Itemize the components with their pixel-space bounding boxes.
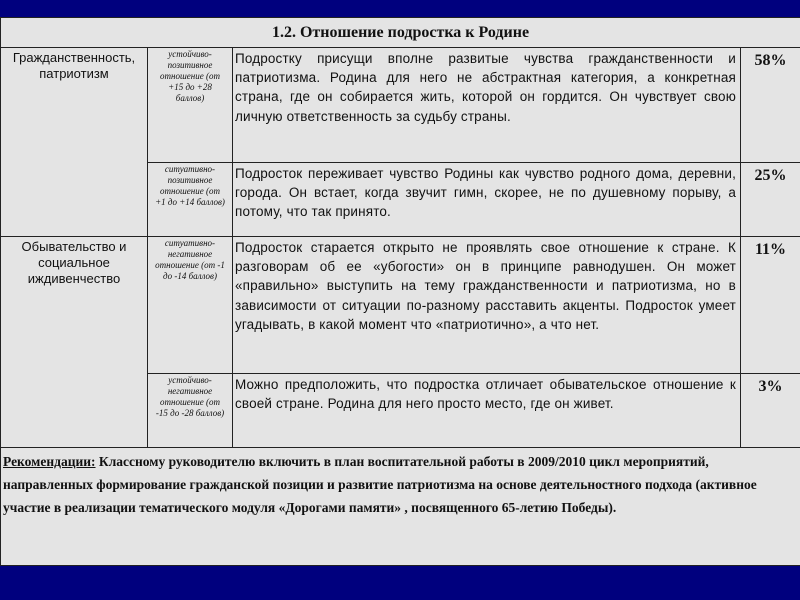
level-stable-negative: устойчиво-негативное отношение (от -15 до -28 баллов) <box>148 374 233 448</box>
description-situational-negative: Подросток старается открыто не проявлять свое отношение к стране. К разговорам об ее «убогости» он в принципе равнодушен. Он может «правильно» выступить на тему гражданственности и патриотизма, но в зависимости от ситуации по-разному расставить акценты. Подросток умеет угадывать, в какой момент что «патриотично», а что нет. <box>233 237 741 374</box>
category-philistinism: Обывательство и социальное иждивенчество <box>1 237 148 448</box>
percent-situational-negative: 11% <box>741 237 800 374</box>
recommendation <box>1 448 800 566</box>
level-situational-positive: ситуативно-позитивное отношение (от +1 до +14 баллов) <box>148 163 233 237</box>
percent-stable-negative: 3% <box>741 374 800 448</box>
level-situational-negative: ситуативно-негативное отношение (от -1 до -14 баллов) <box>148 237 233 374</box>
percent-stable-positive: 58% <box>741 48 800 163</box>
level-stable-positive: устойчиво-позитивное отношение (от +15 до +28 баллов) <box>148 48 233 163</box>
recommendation-text: Классному руководителю включить в план воспитательной работы в 2009/2010 цикл мероприятий, направленных формирование гражданской позиции и развитие патриотизма на основе деятельностного подхода (активное участие в реализации тематического модуля «Дорогами памяти» , посвященного 65-летию Победы). <box>3 454 757 515</box>
description-situational-positive: Подросток переживает чувство Родины как чувство родного дома, деревни, города. Он встает, когда звучит гимн, скорее, не по душевному порыву, а потому, что так принято. <box>233 163 741 237</box>
percent-situational-positive: 25% <box>741 163 800 237</box>
slide <box>0 17 800 566</box>
description-stable-positive: Подростку присущи вполне развитые чувства гражданственности и патриотизма. Родина для него не абстрактная категория, а конкретная страна, где он собирается жить, которой он гордится. Он чувствует свою личную ответственность за судьбу страны. <box>233 48 741 163</box>
table-title: 1.2. Отношение подростка к Родине <box>1 18 800 48</box>
description-stable-negative: Можно предположить, что подростка отличает обывательское отношение к своей стране. Родина для него просто место, где он живет. <box>233 374 741 448</box>
attitude-table <box>0 17 800 566</box>
recommendation-heading: Рекомендации: <box>3 454 96 469</box>
category-citizenship: Гражданственность, патриотизм <box>1 48 148 237</box>
